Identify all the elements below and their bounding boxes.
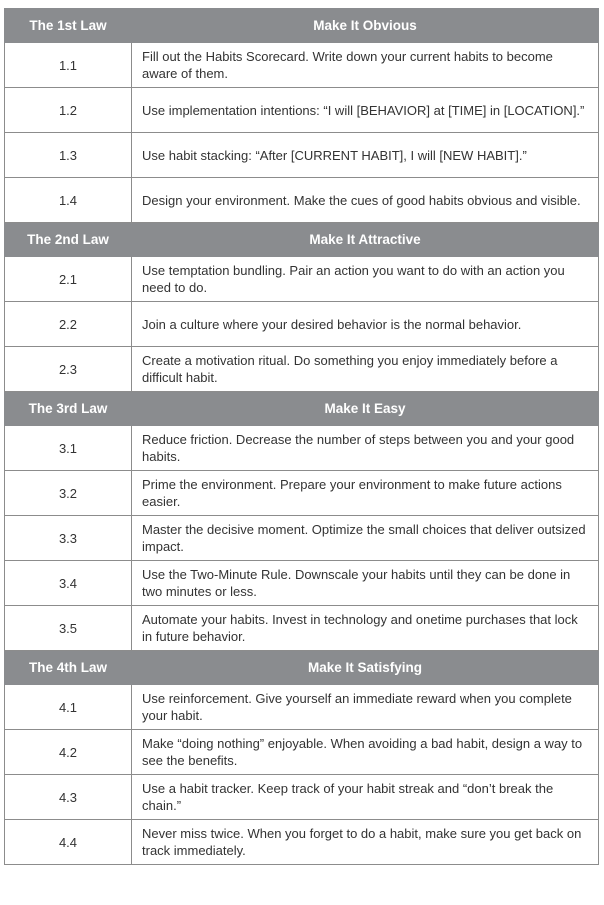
law-label: The 2nd Law (5, 223, 132, 257)
law-header-row (5, 9, 599, 43)
habit-number: 4.4 (5, 820, 132, 865)
habit-text: Use temptation bundling. Pair an action you want to do with an action you need to do. (132, 257, 599, 302)
habit-text: Create a motivation ritual. Do something you enjoy immediately before a difficult habit. (132, 347, 599, 392)
table-row (5, 88, 599, 133)
habit-text: Use implementation intentions: “I will [BEHAVIOR] at [TIME] in [LOCATION].” (132, 88, 599, 133)
table-row (5, 516, 599, 561)
habit-number: 4.1 (5, 685, 132, 730)
habit-number: 2.1 (5, 257, 132, 302)
habit-number: 2.3 (5, 347, 132, 392)
habit-number: 1.1 (5, 43, 132, 88)
law-header-row (5, 223, 599, 257)
table-row (5, 471, 599, 516)
habit-number: 2.2 (5, 302, 132, 347)
law-title: Make It Obvious (132, 9, 599, 43)
table-row (5, 426, 599, 471)
law-label: The 4th Law (5, 651, 132, 685)
law-label: The 1st Law (5, 9, 132, 43)
habit-number: 1.4 (5, 178, 132, 223)
habit-text: Fill out the Habits Scorecard. Write down your current habits to become aware of them. (132, 43, 599, 88)
law-header-row (5, 651, 599, 685)
habit-text: Master the decisive moment. Optimize the small choices that deliver outsized impact. (132, 516, 599, 561)
habit-number: 3.1 (5, 426, 132, 471)
habit-number: 3.4 (5, 561, 132, 606)
habits-table (4, 8, 599, 865)
table-row (5, 178, 599, 223)
law-label: The 3rd Law (5, 392, 132, 426)
habit-number: 3.3 (5, 516, 132, 561)
law-header-row (5, 392, 599, 426)
table-row (5, 302, 599, 347)
habit-text: Use the Two-Minute Rule. Downscale your habits until they can be done in two minutes or less. (132, 561, 599, 606)
habit-text: Use habit stacking: “After [CURRENT HABIT], I will [NEW HABIT].” (132, 133, 599, 178)
habit-text: Use reinforcement. Give yourself an immediate reward when you complete your habit. (132, 685, 599, 730)
table-row (5, 133, 599, 178)
table-row (5, 257, 599, 302)
habit-text: Make “doing nothing” enjoyable. When avoiding a bad habit, design a way to see the benefits. (132, 730, 599, 775)
habit-text: Design your environment. Make the cues of good habits obvious and visible. (132, 178, 599, 223)
law-title: Make It Easy (132, 392, 599, 426)
habit-text: Use a habit tracker. Keep track of your habit streak and “don’t break the chain.” (132, 775, 599, 820)
table-row (5, 685, 599, 730)
habit-text: Never miss twice. When you forget to do a habit, make sure you get back on track immediately. (132, 820, 599, 865)
table-row (5, 606, 599, 651)
table-row (5, 347, 599, 392)
habit-text: Join a culture where your desired behavior is the normal behavior. (132, 302, 599, 347)
habit-number: 1.3 (5, 133, 132, 178)
table-row (5, 775, 599, 820)
table-row (5, 561, 599, 606)
table-row (5, 43, 599, 88)
habit-text: Reduce friction. Decrease the number of steps between you and your good habits. (132, 426, 599, 471)
habit-number: 1.2 (5, 88, 132, 133)
habit-text: Automate your habits. Invest in technology and onetime purchases that lock in future behavior. (132, 606, 599, 651)
law-title: Make It Satisfying (132, 651, 599, 685)
table-row (5, 820, 599, 865)
table-row (5, 730, 599, 775)
habit-number: 4.3 (5, 775, 132, 820)
habit-number: 3.2 (5, 471, 132, 516)
habit-number: 4.2 (5, 730, 132, 775)
habit-number: 3.5 (5, 606, 132, 651)
habit-text: Prime the environment. Prepare your environment to make future actions easier. (132, 471, 599, 516)
law-title: Make It Attractive (132, 223, 599, 257)
